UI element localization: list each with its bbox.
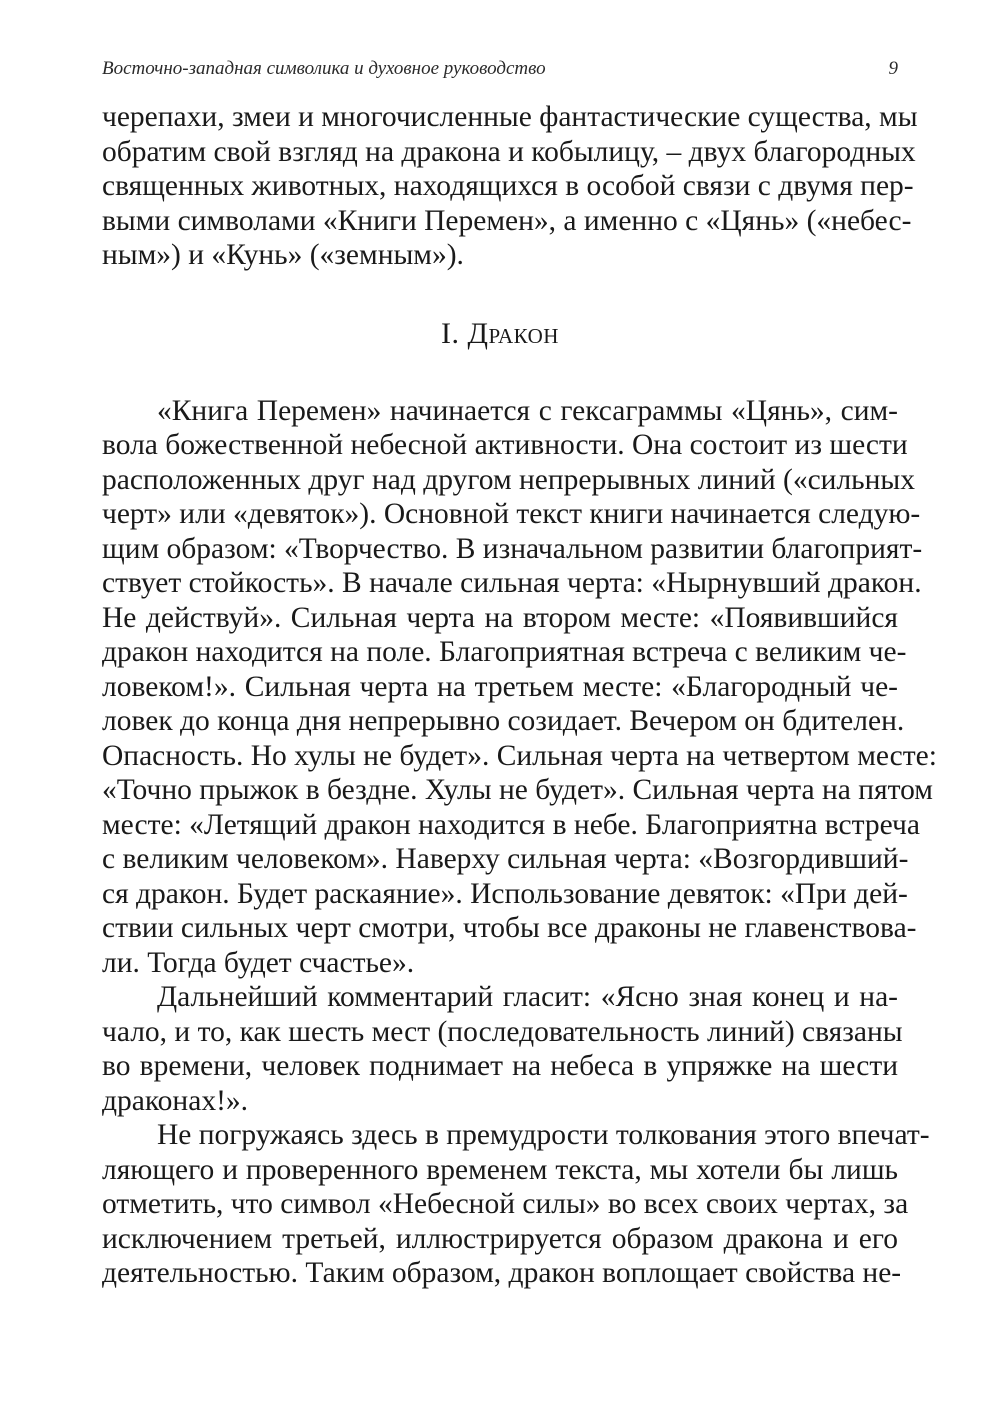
text-line: Опасность. Но хулы не будет». Сильная черта на четвертом месте: bbox=[102, 739, 937, 772]
text-line: «Точно прыжок в бездне. Хулы не будет». Сильная черта на пятом bbox=[102, 774, 933, 806]
text-line: деятельностью. Таким образом, дракон воплощает свойства не- bbox=[102, 1257, 902, 1289]
paragraph-commentary bbox=[102, 980, 903, 1118]
text-line: исключением третьей, иллюстрируется образом дракона и его bbox=[102, 1222, 898, 1255]
text-line: ным») и «Кунь» («земным»). bbox=[102, 239, 464, 271]
text-line: ляющего и проверенного временем текста, мы хотели бы лишь bbox=[102, 1153, 898, 1186]
text-line: черепахи, змеи и многочисленные фантастические существа, мы bbox=[102, 101, 918, 133]
text-line: драконах!». bbox=[102, 1084, 249, 1117]
text-line: ствует стойкость». В начале сильная черта: «Нырнувший дракон. bbox=[102, 567, 922, 599]
text-line: черт» или «девяток»). Основной текст книги начинается следую- bbox=[102, 498, 921, 530]
text-line: ся дракон. Будет раскаяние». Использование девяток: «При дей- bbox=[102, 877, 908, 910]
text-line: чало, и то, как шесть мест (последовательность линий) связаны bbox=[102, 1015, 903, 1048]
text-line: священных животных, находящихся в особой связи с двумя пер- bbox=[102, 170, 914, 202]
intro-paragraph bbox=[102, 100, 918, 273]
section-heading bbox=[102, 314, 898, 354]
section-title: Дракон bbox=[467, 316, 559, 350]
text-line: обратим свой взгляд на дракона и кобылицу, – двух благородных bbox=[102, 135, 916, 168]
text-line: «Книга Перемен» начинается с гексаграммы «Цянь», сим- bbox=[157, 394, 898, 427]
text-line: месте: «Летящий дракон находится в небе. Благоприятна встреча bbox=[102, 808, 920, 841]
text-line: ли. Тогда будет счастье». bbox=[102, 946, 415, 979]
text-line: с великим человеком». Наверху сильная черта: «Возгордивший- bbox=[102, 843, 909, 875]
text-line: дракон находится на поле. Благоприятная встреча с великим че- bbox=[102, 636, 907, 668]
text-line: щим образом: «Творчество. В изначальном развитии благоприят- bbox=[102, 532, 923, 565]
text-line: Дальнейший комментарий гласит: «Ясно зная конец и на- bbox=[157, 981, 898, 1013]
text-line: Не действуй». Сильная черта на втором месте: «Появившийся bbox=[102, 601, 898, 634]
running-title: Восточно-западная символика и духовное руководство bbox=[102, 58, 546, 79]
text-line: ловеком!». Сильная черта на третьем месте: «Благородный че- bbox=[102, 670, 898, 703]
text-line: во времени, человек поднимает на небеса в упряжке на шести bbox=[102, 1050, 898, 1082]
text-line: вола божественной небесной активности. Она состоит из шести bbox=[102, 429, 908, 461]
section-numeral: I. bbox=[441, 316, 460, 350]
text-line: расположенных друг над другом непрерывных линий («сильных bbox=[102, 463, 915, 496]
running-header bbox=[102, 56, 898, 82]
paragraph-hexagram-qian bbox=[102, 394, 937, 981]
page-number: 9 bbox=[888, 58, 898, 79]
text-line: отметить, что символ «Небесной силы» во всех своих чертах, за bbox=[102, 1188, 909, 1220]
text-line: ствии сильных черт смотри, чтобы все драконы не главенствова- bbox=[102, 912, 917, 944]
book-page bbox=[102, 56, 937, 1291]
text-line: ловек до конца дня непрерывно созидает. Вечером он бдителен. bbox=[102, 705, 905, 737]
text-line: Не погружаясь здесь в премудрости толкования этого впечат- bbox=[157, 1119, 930, 1151]
text-line: выми символами «Книги Перемен», а именно с «Цянь» («небес- bbox=[102, 204, 912, 237]
paragraph-dragon-symbol bbox=[102, 1118, 930, 1291]
